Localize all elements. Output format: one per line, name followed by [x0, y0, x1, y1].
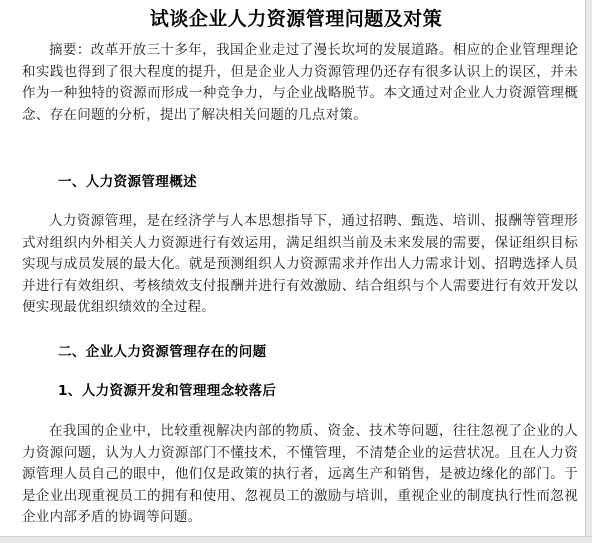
page-title: 试谈企业人力资源管理问题及对策 — [149, 8, 443, 30]
overview-paragraph: 人力资源管理，是在经济学与人本思想指导下，通过招聘、甄选、培训、报酬等管理形式对组织内外相关人力资源进行有效运用，满足组织当前及未来发展的需要，保证组织目标实现与成员发展的最大化。就是预测组织人力资源需求并作出人力需求计划、招聘选择人员并进行有效组织、考核绩效支付报酬并进行有效激励、结合组织与个人需要进行有效开发以便实现最优组织绩效的全过程。 — [22, 213, 578, 315]
section-heading-problems: 二、企业人力资源管理存在的问题 — [58, 344, 267, 360]
section-heading-overview: 一、人力资源管理概述 — [58, 174, 197, 190]
horizontal-scrollbar[interactable] — [0, 536, 592, 543]
subsection-heading-concepts: 1、人力资源开发和管理理念较落后 — [58, 383, 277, 399]
vertical-scrollbar[interactable] — [585, 0, 592, 543]
concepts-paragraph: 在我国的企业中，比较重视解决内部的物质、资金、技术等问题，往往忽视了企业的人力资源问题，认为人力资源部门不懂技术，不懂管理，不清楚企业的运营状况。且在人力资源管理人员自己的眼中，他们仅是政策的执行者，远离生产和销售，是被边缘化的部门。于是企业出现重视员工的拥有和使用、忽视员工的激励与培训，重视企业的制度执行性而忽视企业内部矛盾的协调等问题。 — [22, 423, 578, 525]
abstract-paragraph: 摘要：改革开放三十多年，我国企业走过了漫长坎坷的发展道路。相应的企业管理理论和实践也得到了很大程度的提升，但是企业人力资源管理仍还存有很多认识上的误区，并未作为一种独特的资源而形成一种竞争力，与企业战略脱节。本文通过对企业人力资源管理概念、存在问题的分析，提出了解决相关问题的几点对策。 — [22, 42, 578, 123]
